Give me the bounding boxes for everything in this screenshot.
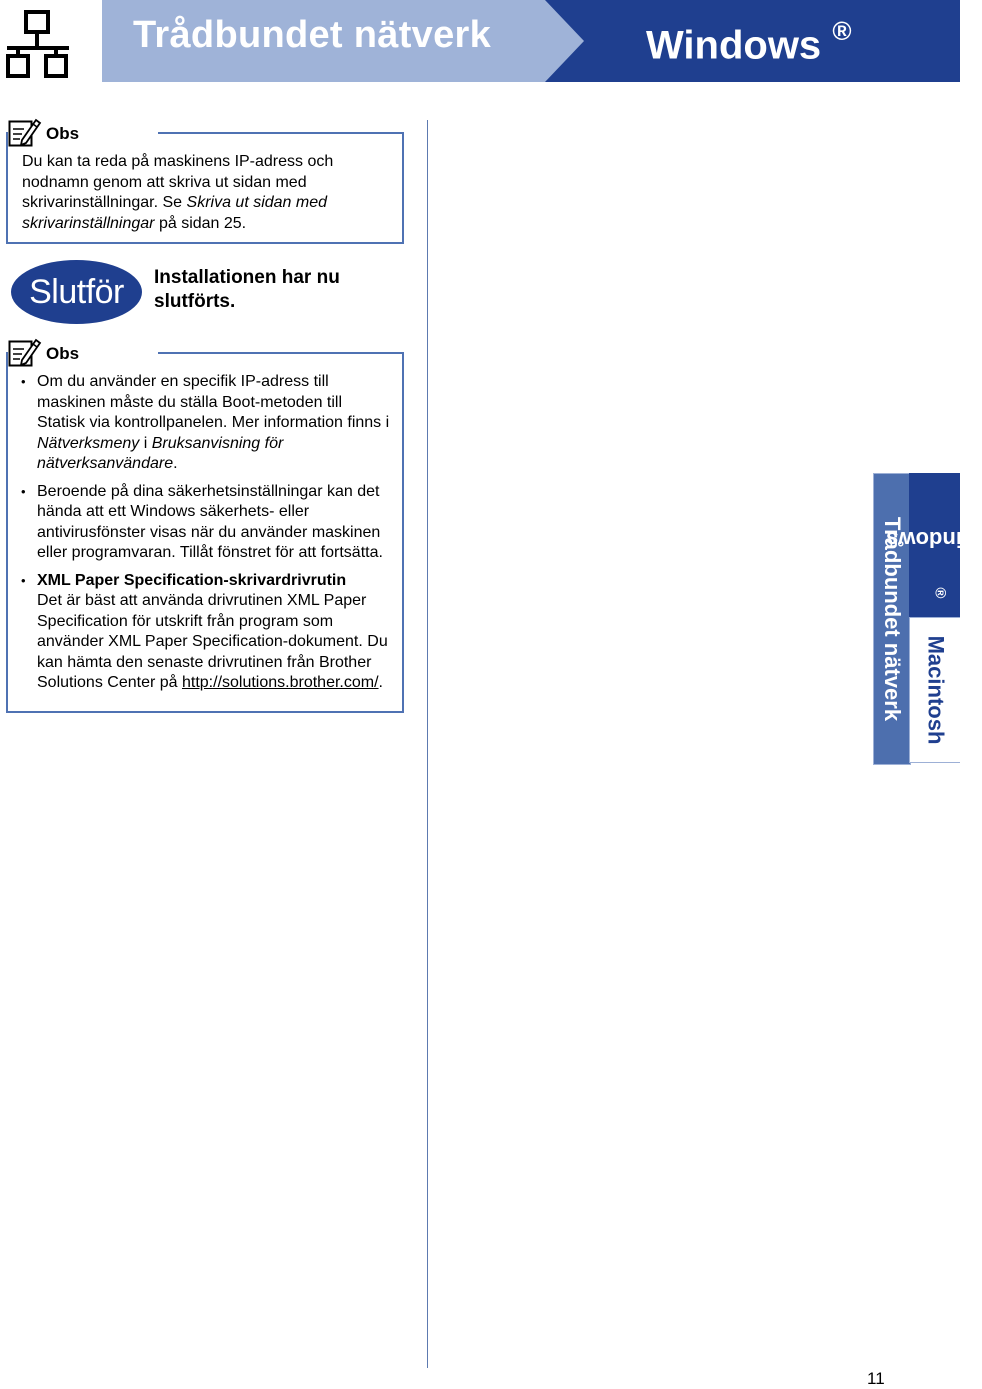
list-item: • Om du använder en specifik IP-adress till maskinen måste du ställa Boot-metoden till Statisk via kontrollpanelen. Mer information finns i Nätverksmeny i Bruksanvisning för nätverksanvändare.	[18, 372, 392, 475]
page-number: 11	[867, 1369, 885, 1388]
os-label: Windows ®	[646, 16, 852, 68]
settings-page-reference: Skriva ut sidan med skrivarinställningar	[22, 194, 328, 232]
note-label: Obs	[46, 344, 80, 363]
pencil-note-icon	[8, 338, 40, 368]
list-item: • Beroende på dina säkerhetsinställningar kan det hända att ett Windows säkerhets- eller antivirusfönster visas när du använder maskinen eller programvaran. Tillåt fönstret för att fortsätta.	[18, 482, 392, 564]
note-box-ip-address	[6, 118, 404, 244]
column-divider	[427, 120, 428, 1368]
note-body: Du kan ta reda på maskinens IP-adress och nodnamn genom att skriva ut sidan med skrivarinställningar. Se Skriva ut sidan med skrivarinställningar på sidan 25.	[6, 132, 404, 244]
finish-badge: Slutför	[11, 260, 142, 324]
note-label: Obs	[46, 124, 80, 143]
bullet-list	[18, 372, 392, 694]
tab-macintosh[interactable]: Macintosh	[909, 617, 960, 763]
tab-wired-network[interactable]: Trådbundet nätverk	[873, 473, 911, 765]
page-title: Trådbundet nätverk	[133, 14, 492, 56]
brother-solutions-link[interactable]: http://solutions.brother.com/	[181, 674, 379, 691]
network-icon	[4, 8, 72, 80]
registered-mark: ®	[832, 16, 852, 46]
finish-text: Installationen har nu slutförts.	[154, 267, 340, 312]
xps-heading: XML Paper Specification-skrivardrivrutin	[37, 571, 347, 589]
note-body	[6, 352, 404, 713]
tab-windows[interactable]: Windows®	[909, 473, 960, 617]
note-box-tips	[6, 338, 404, 713]
list-item: • XML Paper Specification-skrivardrivrutin Det är bäst att använda drivrutinen XML Paper Specification för utskrift från program som använder XML Paper Specification-dokument. Du kan hämta den senaste drivrutinen från Brother Solutions Center på http://solutions.brother.com/.	[18, 571, 392, 694]
pencil-note-icon	[8, 118, 40, 148]
